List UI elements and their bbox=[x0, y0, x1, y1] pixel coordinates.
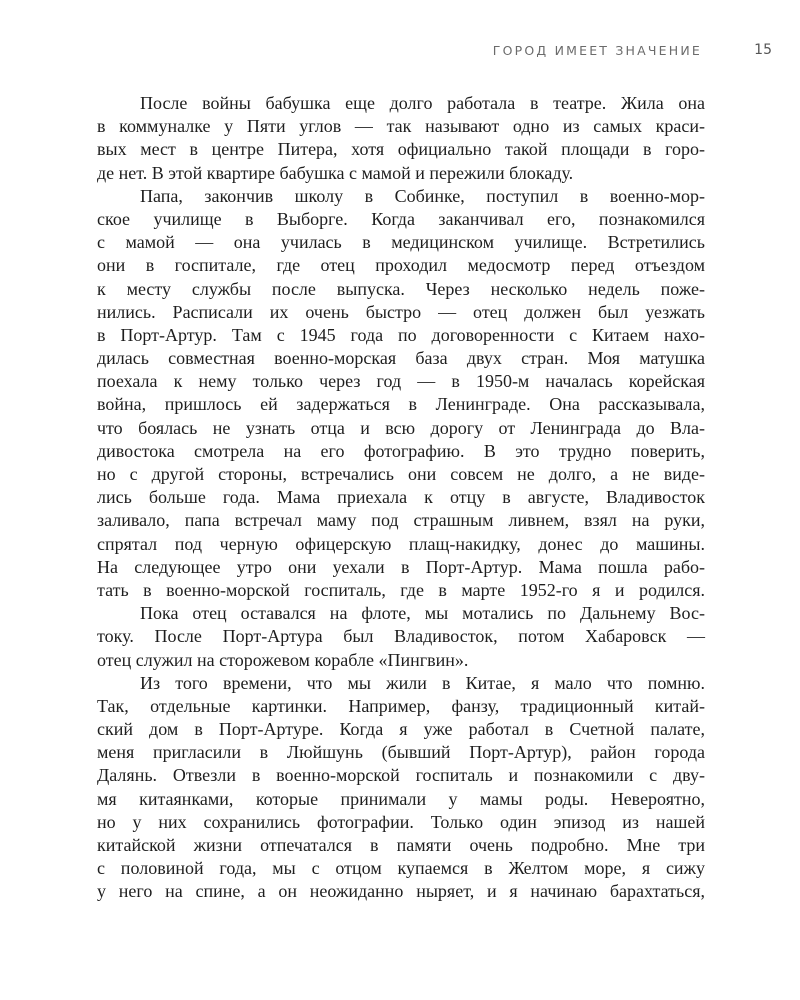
page-number: 15 bbox=[754, 42, 772, 58]
text-line: китайской жизни отпечатался в памяти очень подробно. Мне три bbox=[97, 835, 705, 855]
text-line: Папа, закончив школу в Собинке, поступил в военно-мор- bbox=[140, 185, 705, 206]
text-line: де нет. В этой квартире бабушка с мамой и пережили блокаду. bbox=[97, 162, 574, 183]
paragraph bbox=[97, 92, 705, 185]
text-line: дилась совместная военно-морская база двух стран. Моя матушка bbox=[97, 348, 705, 369]
text-line: нились. Расписали их очень быстро — отец должен был уезжать bbox=[97, 301, 705, 322]
text-line: что боялась не узнать отца и всю дорогу от Ленинграда до Вла- bbox=[97, 417, 705, 438]
text-line: спрятал под черную офицерскую плащ-накидку, донес до машины. bbox=[97, 533, 705, 554]
paragraph bbox=[97, 672, 705, 904]
text-line: Так, отдельные картинки. Например, фанзу, традиционный китай- bbox=[97, 695, 705, 716]
text-line: они в госпитале, где отец проходил медосмотр перед отъездом bbox=[97, 255, 705, 276]
text-line: война, пришлось ей задержаться в Ленинграде. Она рассказывала, bbox=[97, 394, 705, 415]
text-line: но у них сохранились фотографии. Только один эпизод из нашей bbox=[97, 811, 705, 832]
text-line: току. После Порт-Артура был Владивосток, потом Хабаровск — bbox=[97, 626, 705, 647]
text-line: ское училище в Выборге. Когда заканчивал его, познакомился bbox=[97, 208, 705, 229]
text-line: в коммуналке у Пяти углов — так называют одно из самых краси- bbox=[97, 116, 705, 137]
text-line: ский дом в Порт-Артуре. Когда я уже работал в Счетной палате, bbox=[97, 719, 705, 740]
text-line: дивостока смотрела на его фотографию. В это трудно поверить, bbox=[97, 440, 705, 461]
paragraph bbox=[97, 602, 705, 672]
text-line: отец служил на сторожевом корабле «Пингвин». bbox=[97, 649, 469, 670]
text-line: Пока отец оставался на флоте, мы мотались по Дальнему Вос- bbox=[140, 603, 705, 624]
text-line: у него на спине, а он неожиданно ныряет, и я начинаю барахтаться, bbox=[97, 881, 705, 902]
text-line: После войны бабушка еще долго работала в театре. Жила она bbox=[140, 93, 705, 113]
text-line: мя китаянками, которые принимали у мамы роды. Невероятно, bbox=[97, 788, 705, 809]
text-line: тать в военно-морской госпиталь, где в марте 1952-го я и родился. bbox=[97, 579, 705, 600]
text-line: заливало, папа встречал маму под страшным ливнем, взял на руки, bbox=[97, 510, 705, 531]
text-line: с половиной года, мы с отцом купаемся в Желтом море, я сижу bbox=[97, 858, 705, 879]
text-line: лись больше года. Мама приехала к отцу в августе, Владивосток bbox=[97, 487, 705, 508]
text-line: вых мест в центре Питера, хотя официально такой площади в горо- bbox=[97, 139, 705, 160]
text-line: Далянь. Отвезли в военно-морской госпиталь и познакомили с дву- bbox=[97, 765, 705, 786]
body-text bbox=[97, 92, 705, 904]
paragraph bbox=[97, 185, 705, 602]
text-line: поехала к нему только через год — в 1950-м началась корейская bbox=[97, 371, 705, 392]
text-line: к месту службы после выпуска. Через несколько недель поже- bbox=[97, 278, 705, 299]
text-line: Из того времени, что мы жили в Китае, я мало что помню. bbox=[140, 672, 705, 693]
running-header-title: ГОРОД ИМЕЕТ ЗНАЧЕНИЕ bbox=[492, 43, 702, 58]
text-line: но с другой стороны, встречались они совсем не долго, а не виде- bbox=[97, 464, 705, 484]
text-line: На следующее утро они уехали в Порт-Артур. Мама пошла рабо- bbox=[97, 556, 705, 577]
text-line: в Порт-Артур. Там с 1945 года по договоренности с Китаем нахо- bbox=[97, 324, 705, 345]
text-line: с мамой — она училась в медицинском училище. Встретились bbox=[97, 232, 705, 253]
text-line: меня пригласили в Люйшунь (бывший Порт-Артур), район города bbox=[97, 742, 705, 763]
